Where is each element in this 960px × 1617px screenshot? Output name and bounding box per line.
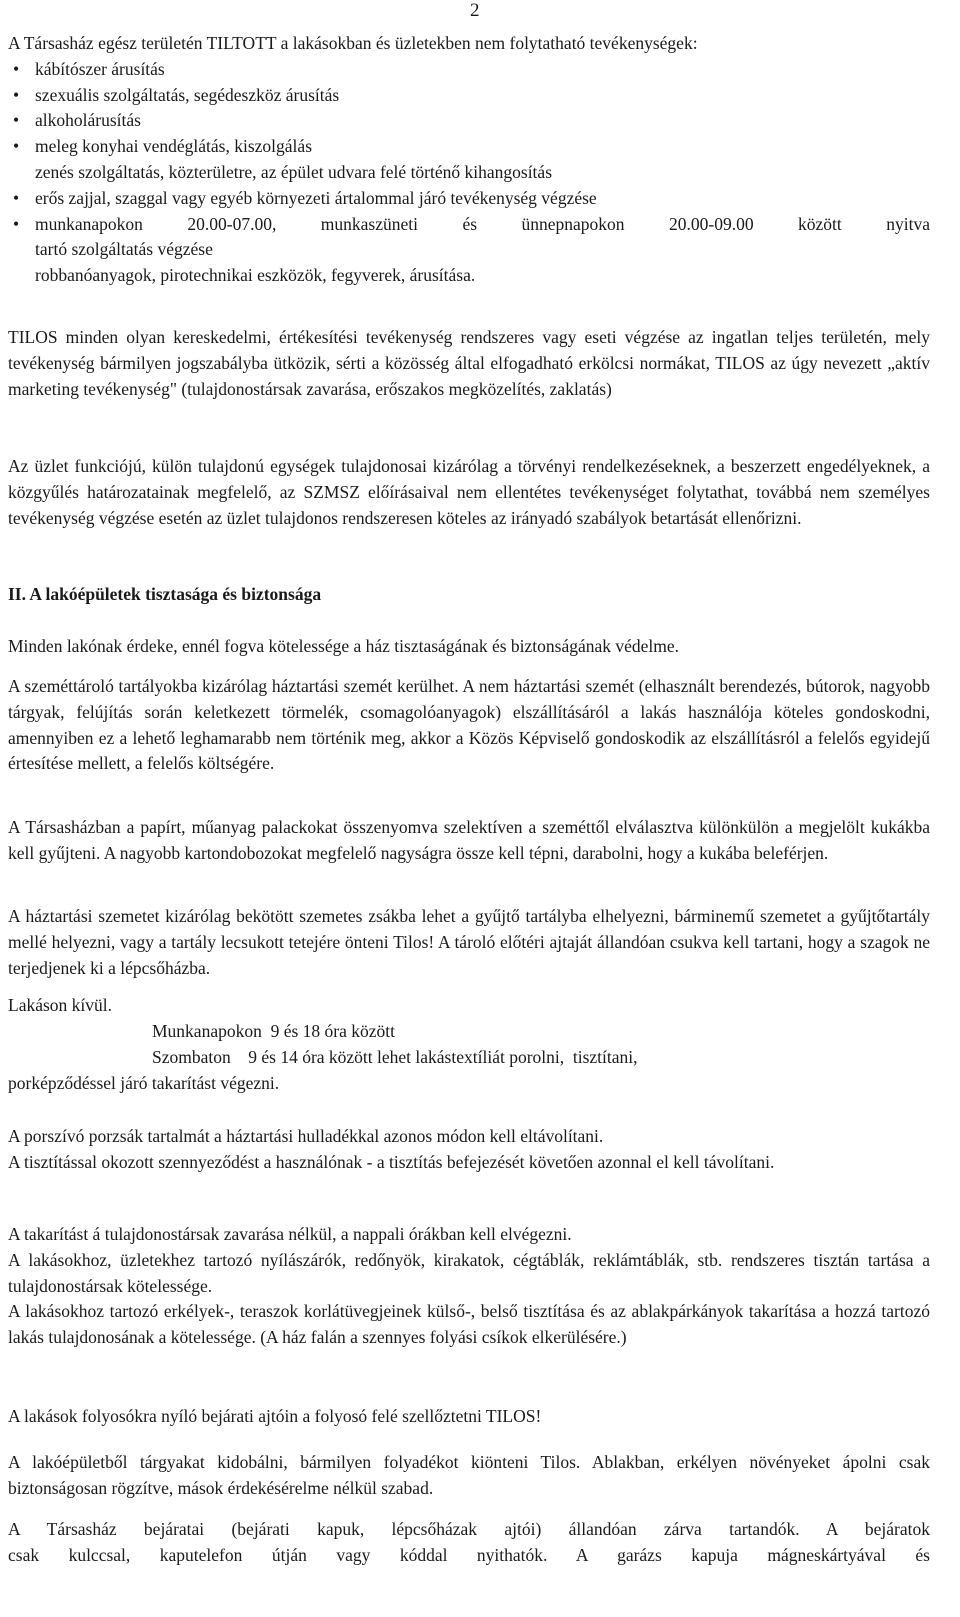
throwing-rule: A lakóépületből tárgyakat kidobálni, bármilyen folyadékot kiönteni Tilos. Ablakban, erkélyen növényeket ápolni csak biztonságosan rögzítve, mások érdekésérelme nélkül szabad. bbox=[8, 1452, 930, 1498]
list-item: • meleg konyhai vendéglátás, kiszolgálás bbox=[8, 134, 930, 160]
entrance-rule-line1: A Társasház bejáratai (bejárati kapuk, lépcsőházak ajtói) állandóan zárva tartandók. A bejáratok bbox=[8, 1519, 930, 1539]
bullet-icon: • bbox=[13, 136, 20, 157]
prohibited-intro: A Társasház egész területén TILTOTT a lakásokban és üzletekben nem folytatható tevékenységek: bbox=[8, 33, 698, 53]
waste-paragraph: A szeméttároló tartályokba kizárólag háztartási szemét kerülhet. A nem háztartási szemét (elhasznált berendezés, bútorok, nagyobb tárgyak, felújítás során keletkezett törmelék, csomagolóanyagok) elszállításáról a lakás használója köteles gondoskodni, amennyiben ez a lehető leghamarabb nem történik meg, akkor a Közös Képviselő gondoskodik az elszállításról a felelős egyidejű értesítése mellett, a felelős költségére. bbox=[8, 676, 930, 774]
list-item-hours: • munkanapokon 20.00-07.00, munkaszüneti és ünnepnapokon 20.00-09.00 között nyitva bbox=[8, 212, 930, 238]
weekday-schedule: Munkanapokon 9 és 18 óra között bbox=[152, 1021, 396, 1041]
list-item: zenés szolgáltatás, közterületre, az épület udvara felé történő kihangosítás bbox=[35, 161, 553, 182]
bag-paragraph: A háztartási szemetet kizárólag bekötött szemetes zsákba lehet a gyűjtő tartályba elhelyezni, bárminemű szemetet a gyűjtőtartály mellé helyezni, vagy a tartály lecsukott tetejére önteni Tilos! A tároló előtéri ajtaját állandóan csukva kell tartani, hogy a szagok ne terjedjenek ki a lépcsőházba. bbox=[8, 906, 930, 978]
bullet-icon: • bbox=[13, 213, 20, 234]
explosives-item: robbanóanyagok, pirotechnikai eszközök, fegyverek, árusítása. bbox=[35, 265, 476, 286]
outside-label: Lakáson kívül. bbox=[8, 995, 113, 1015]
selective-waste-paragraph: A Társasházban a papírt, műanyag palackokat összenyomva szelektíven a szeméttől elválasztva különkülön a megjelölt kukákba kell gyűjteni. A nagyobb kartondobozokat megfelelő nagyságra össze kell tépni, darabolni, hogy a kukába beleférjen. bbox=[8, 817, 930, 863]
list-item: • szexuális szolgáltatás, segédeszköz árusítás bbox=[8, 83, 930, 109]
ventilation-rule: A lakások folyosókra nyíló bejárati ajtóin a folyosó felé szellőztetni TILOS! bbox=[8, 1406, 542, 1426]
cleanliness-intro: Minden lakónak érdeke, ennél fogva kötelessége a ház tisztaságának és biztonságának védelme. bbox=[8, 636, 680, 656]
page-number: 2 bbox=[470, 0, 480, 21]
cleaning-time-rule: A takarítást á tulajdonostársak zavarása nélkül, a nappali órákban kell elvégezni. bbox=[8, 1224, 572, 1244]
saturday-schedule: Szombaton 9 és 14 óra között lehet lakástextíliát porolni, tisztítani, bbox=[152, 1047, 638, 1067]
list-item: • alkoholárusítás bbox=[8, 108, 930, 134]
windows-rule: A lakásokhoz, üzletekhez tartozó nyílászárók, redőnyök, kirakatok, cégtáblák, reklámtáblák, stb. rendszeres tisztán tartása a tulajdonostársak kötelessége. bbox=[8, 1250, 930, 1296]
balcony-rule: A lakásokhoz tartozó erkélyek-, teraszok korlátüvegjeinek külső-, belső tisztítása és az ablakpárkányok takarítása a hozzá tartozó lakás tulajdonosának a kötelessége. (A ház falán a szennyes folyási csíkok elkerülésére.) bbox=[8, 1301, 930, 1347]
section-number: II. bbox=[8, 584, 26, 604]
list-item: • erős zajjal, szaggal vagy egyéb környezeti ártalommal járó tevékenység végzése bbox=[8, 186, 930, 212]
tilos-paragraph: TILOS minden olyan kereskedelmi, értékesítési tevékenység rendszeres vagy eseti végzése az ingatlan teljes területén, mely tevékenység bármilyen jogszabályba ütközik, sérti a közösség által elfogadható erkölcsi normákat, TILOS az úgy nevezett „aktív marketing tevékenység" (tulajdonostársak zavarása, erőszakos megközelítés, zaklatás) bbox=[8, 327, 930, 399]
vacuum-rule: A porszívó porzsák tartalmát a háztartási hulladékkal azonos módon kell eltávolítani. bbox=[8, 1126, 604, 1146]
bullet-icon: • bbox=[13, 187, 20, 208]
bullet-icon: • bbox=[13, 84, 20, 105]
list-item: • kábítószer árusítás bbox=[8, 57, 930, 83]
shops-paragraph: Az üzlet funkciójú, külön tulajdonú egységek tulajdonosai kizárólag a törvényi rendelkezéseknek, a beszerzett engedélyeknek, a közgyűlés határozatainak megfelelő, az SZMSZ előírásaival nem ellentétes tevékenységet folytathat, továbbá nem személyes tevékenység végzése esetén az üzlet tulajdonos rendszeresen köteles az irányadó szabályok betartását ellenőrizni. bbox=[8, 456, 930, 528]
bullet-icon: • bbox=[13, 110, 20, 131]
prohibited-activities bbox=[8, 31, 930, 289]
hours-continuation: tartó szolgáltatás végzése bbox=[35, 239, 213, 260]
bullet-icon: • bbox=[13, 58, 20, 79]
dust-rule: porképződéssel járó takarítást végezni. bbox=[8, 1073, 280, 1093]
section-heading bbox=[8, 582, 930, 608]
dirt-rule: A tisztítással okozott szennyeződést a használónak - a tisztítás befejezését követően azonnal el kell távolítani. bbox=[8, 1152, 775, 1172]
entrance-rule-line2: csak kulccsal, kaputelefon útján vagy kóddal nyithatók. A garázs kapuja mágneskártyával és bbox=[8, 1545, 930, 1565]
section-title: A lakóépületek tisztasága és biztonsága bbox=[29, 584, 322, 604]
